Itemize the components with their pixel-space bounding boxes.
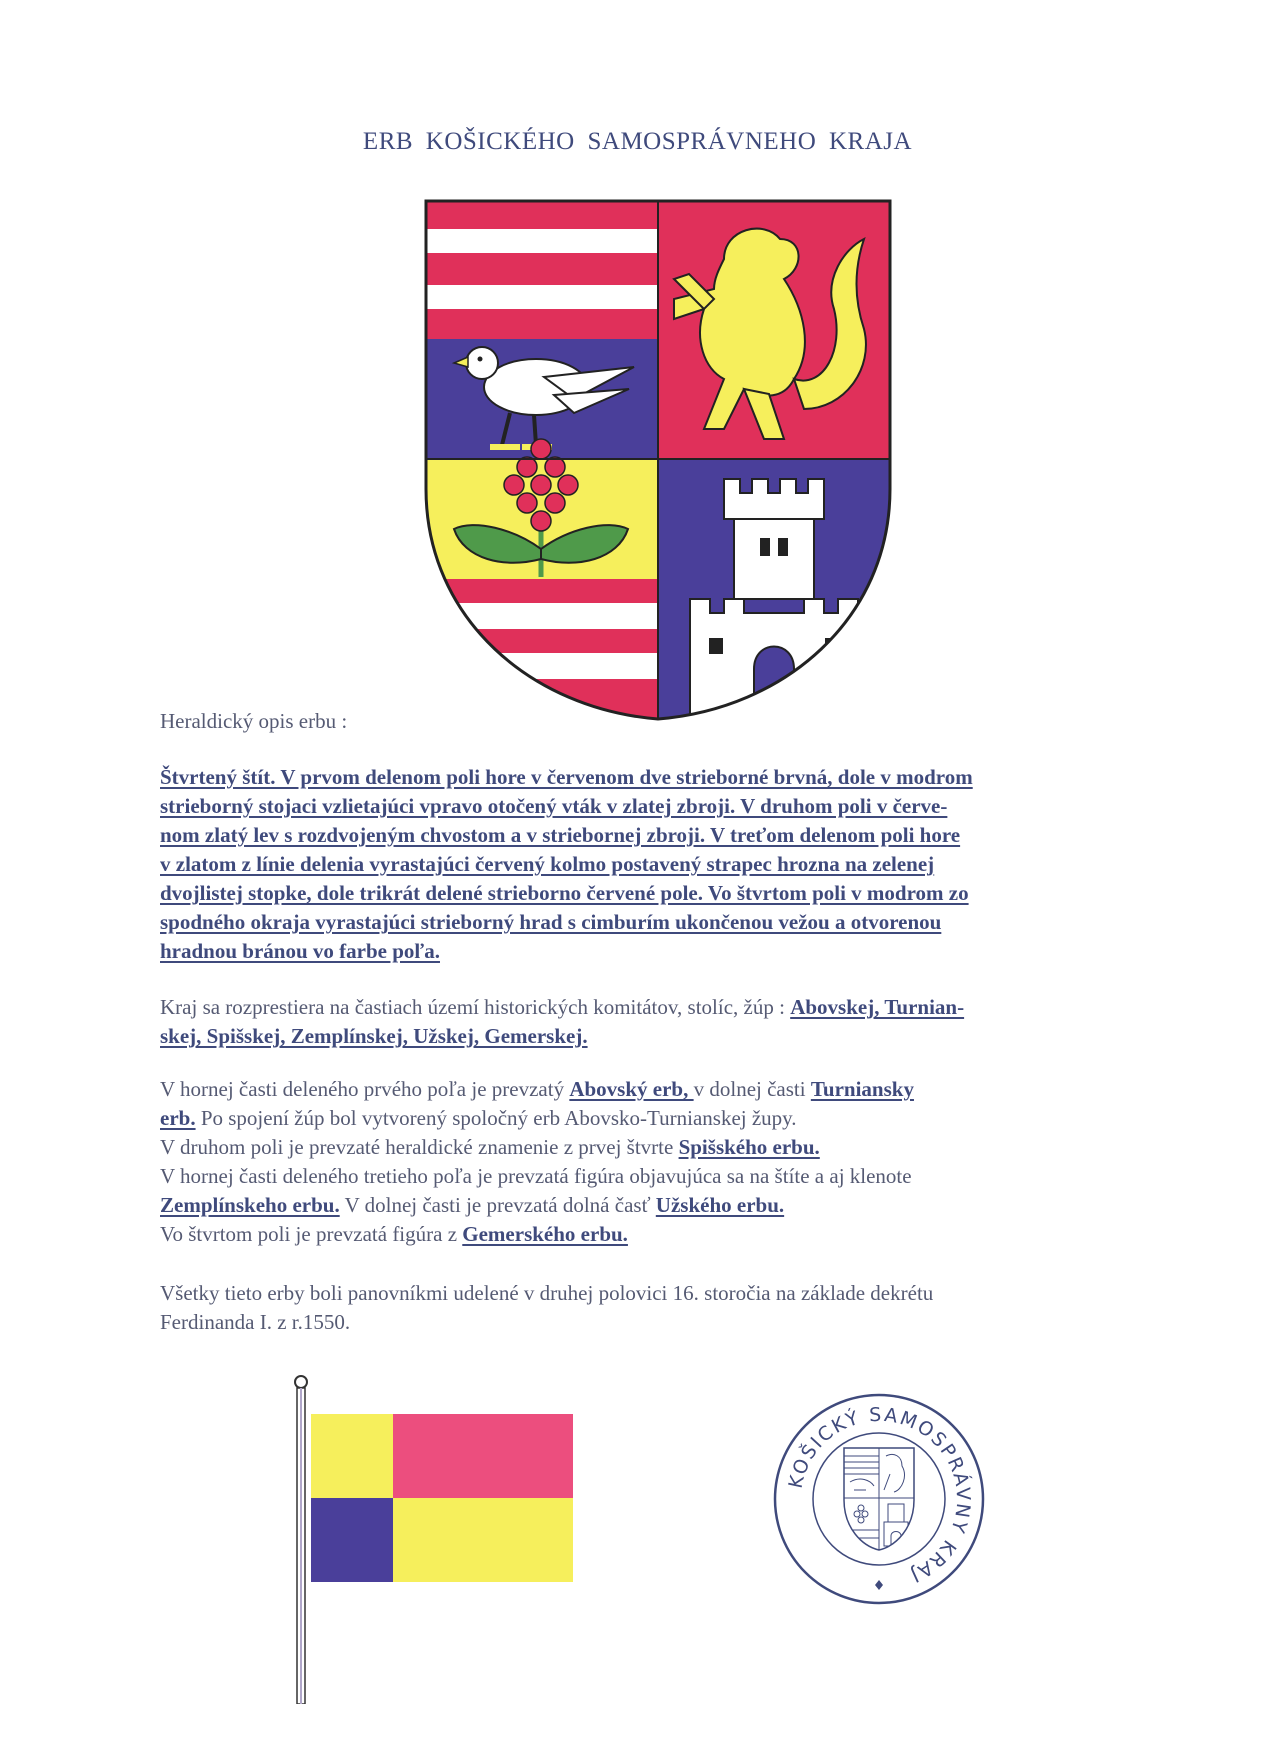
heraldic-label: Heraldický opis erbu : xyxy=(160,709,348,733)
flag xyxy=(285,1374,585,1704)
official-seal xyxy=(770,1390,988,1608)
blazon-text xyxy=(160,763,1130,966)
spis-link: Spišského erbu. xyxy=(678,1135,820,1159)
regions-link: skej, Spišskej, Zemplínskej, Užskej, Gemerskej. xyxy=(160,1024,588,1048)
blazon-line: Štvrtený štít. V prvom delenom poli hore v červenom dve strieborné brvná, dole v modrom xyxy=(160,765,973,789)
zemplin-link: Zemplínskeho erbu. xyxy=(160,1193,340,1217)
abov-link: Abovský erb, xyxy=(569,1077,694,1101)
seal-text: KOŠICKÝ SAMOSPRÁVNY KRAJ xyxy=(784,1403,975,1588)
gemer-link: Gemerského erbu. xyxy=(462,1222,628,1246)
turna-link: Turniansky xyxy=(810,1077,914,1101)
blazon-line: strieborný stojaci vzlietajúci vpravo otočený vták v zlatej zbroji. V druhom poli v červe- xyxy=(160,794,948,818)
blazon-line: v zlatom z línie delenia vyrastajúci červený kolmo postavený strapec hrozna na zelenej xyxy=(160,852,935,876)
coat-of-arms xyxy=(424,199,892,721)
regions-paragraph: Kraj sa rozprestiera na častiach území historických komitátov, stolíc, žúp : Abovskej, Turnian- skej, Spišskej, Zemplínskej, Užskej, Gemerskej. xyxy=(160,995,965,1048)
blazon-line: hradnou bránou vo farbe poľa. xyxy=(160,939,440,963)
turna-link: erb. xyxy=(160,1106,196,1130)
history-paragraph: Všetky tieto erby boli panovníkmi udelené v druhej polovici 16. storočia na základe dekrétu Ferdinanda I. z r.1550. xyxy=(160,1281,934,1334)
origin-paragraph: V hornej časti deleného prvého poľa je prevzatý Abovský erb, v dolnej časti Turniansky erb. Po spojení žúp bol vytvorený spoločný erb Abovsko-Turnianskej župy. V druhom poli je prevzaté heraldické znamenie z prvej štvrte Spišského erbu. V hornej časti deleného tretieho poľa je prevzatá figúra objavujúca sa na štíte a aj klenote Zemplínskeho erbu. V dolnej časti je prevzatá dolná časť Užského erbu. Vo štvrtom poli je prevzatá figúra z Gemerského erbu. xyxy=(160,1077,914,1246)
blazon-line: dvojlistej stopke, dole trikrát delené strieborno červené pole. Vo štvrtom poli v modrom zo xyxy=(160,881,969,905)
page-title: ERB KOŠICKÉHO SAMOSPRÁVNEHO KRAJA xyxy=(362,128,913,155)
uz-link: Užského erbu. xyxy=(655,1193,785,1217)
regions-link: Abovskej, Turnian- xyxy=(790,995,965,1019)
blazon-line: nom zlatý lev s rozdvojeným chvostom a v striebornej zbroji. V treťom delenom poli hore xyxy=(160,823,961,847)
blazon-line: spodného okraja vyrastajúci strieborný hrad s cimburím ukončenou vežou a otvorenou xyxy=(160,910,942,934)
